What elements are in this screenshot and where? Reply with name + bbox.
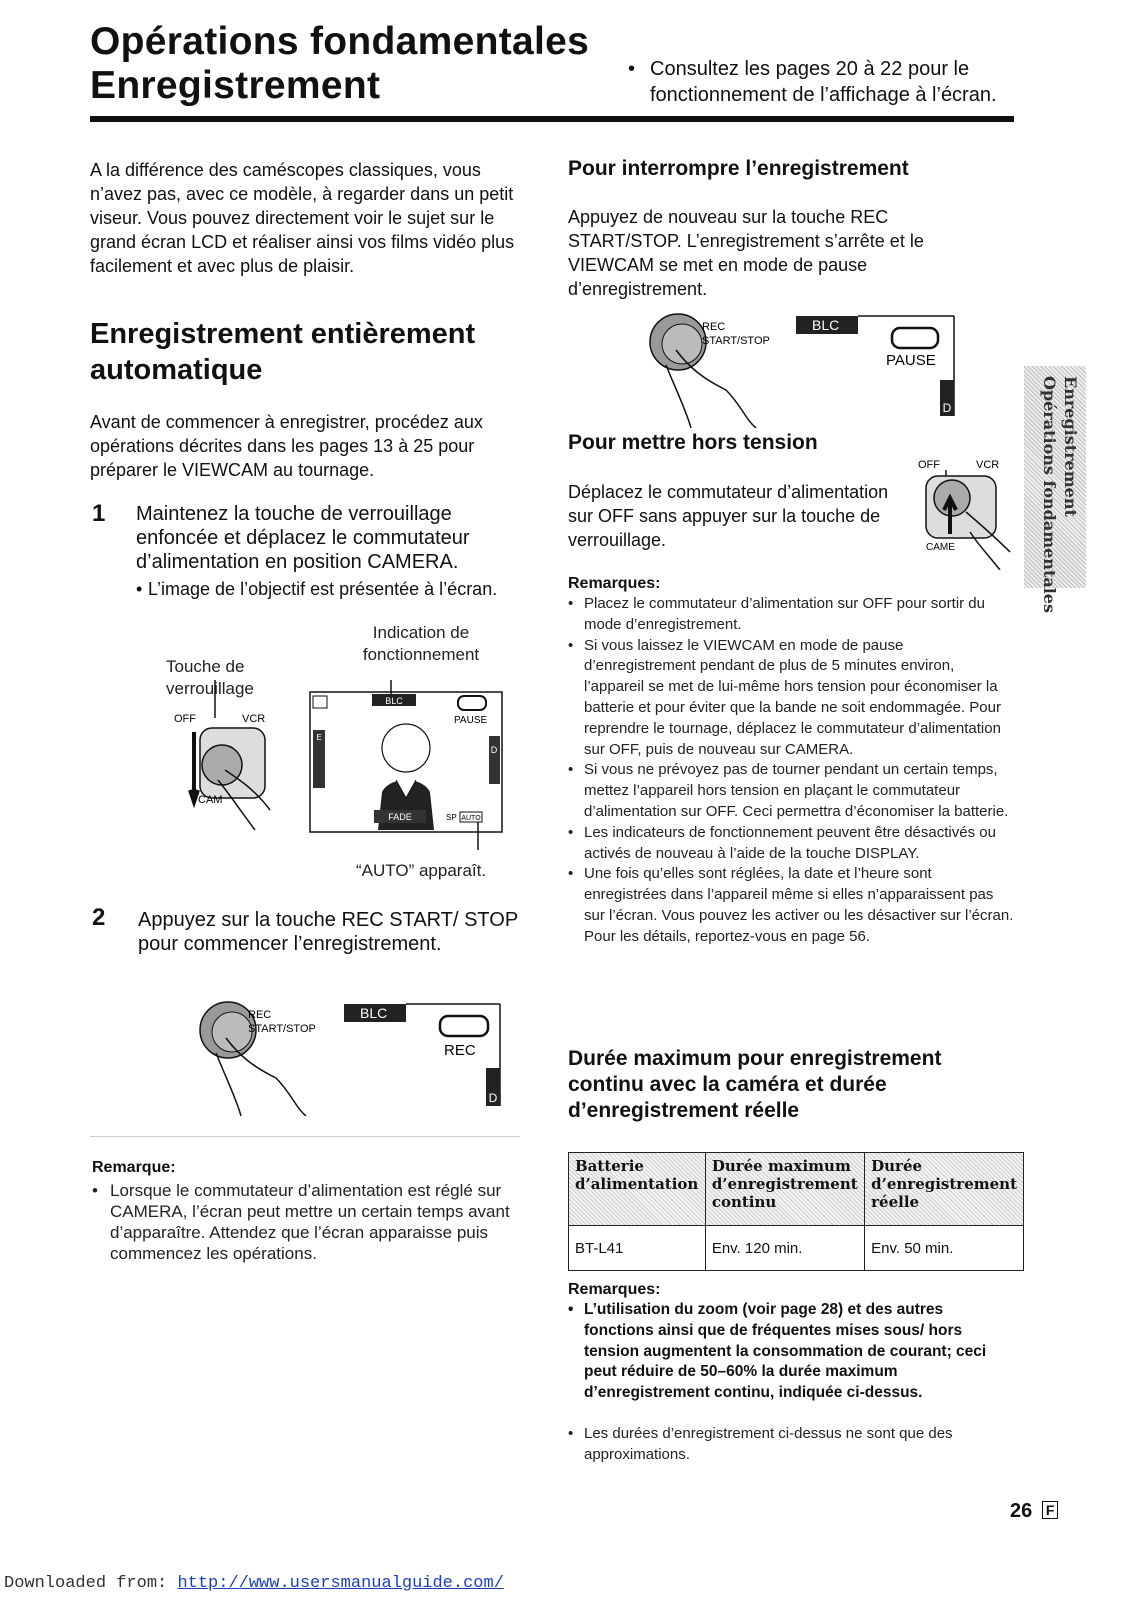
section-intro: Avant de commencer à enregistrer, procédez aux opérations décrites dans les pages 13 à 25 pour préparer le VIEWCAM au tournage. — [90, 412, 483, 480]
remarks-title: Remarques: — [568, 575, 661, 592]
figure-rec-pause — [646, 310, 962, 428]
remarks2-bold-list — [568, 1300, 1016, 1404]
fig2-mode: REC — [444, 1042, 476, 1059]
interrupt-text: Appuyez de nouveau sur la touche REC START/STOP. L’enregistrement s’arrête et le VIEWCAM se met en mode de pause d’enregistrement. — [568, 207, 924, 299]
fig3-d: D — [942, 401, 952, 415]
step2-text: Appuyez sur la touche REC START/ STOP pour commencer l’enregistrement. — [138, 909, 518, 955]
fig1-fade: FADE — [388, 812, 412, 822]
remark-item: • Si vous ne prévoyez pas de tourner pendant un certain temps, mettez l’appareil hors tension en plaçant le commutateur d’alimentation sur OFF. Ceci permettra d’économiser la batterie. — [568, 760, 1016, 822]
duration-title: Durée maximum pour enregistrement continu avec la caméra et durée d’enregistrement réelle — [568, 1047, 942, 1122]
figure-rec-start — [196, 998, 506, 1116]
figure-switch-off — [910, 452, 1020, 570]
fig1-cam: CAM — [198, 794, 223, 806]
table-cell: BT-L41 — [569, 1226, 706, 1271]
fig1-blc: BLC — [385, 696, 403, 706]
remark-item: • Si vous laissez le VIEWCAM en mode de pause d’enregistrement pendant de plus de 5 minutes environ, l’appareil se met de lui-même hors tension pour économiser la batterie et pour éviter que la bande ne soit endommagée. Pour reprendre le tournage, déplacez le commutateur d’alimentation sur OFF, puis de nouveau sur CAMERA. — [568, 636, 1016, 761]
remark-item: • Les indicateurs de fonctionnement peuvent être désactivés ou activés de nouveau à l’aide de la touche DISPLAY. — [568, 823, 1016, 865]
step1-text: Maintenez la touche de verrouillage enfoncée et déplacez le commutateur d’alimentation en position CAMERA. — [136, 503, 470, 573]
page-number: 26 F — [1010, 1500, 1058, 1523]
download-link[interactable]: http://www.usersmanualguide.com/ — [177, 1574, 504, 1593]
remark-item: • Une fois qu’elles sont réglées, la date et l’heure sont enregistrées dans l’appareil même si elles n’apparaissent pas sur l’écran. Vous pouvez les activer ou les désactiver sur l’écran. Pour les détails, reportez-vous en page 56. — [568, 864, 1016, 947]
fig1-caption: “AUTO” apparaît. — [356, 861, 487, 880]
fig1-vcr: VCR — [242, 713, 266, 725]
section-title-auto: Enregistrement entièrement automatique — [90, 318, 476, 386]
table-cell: Env. 120 min. — [705, 1226, 864, 1271]
step1-number: 1 — [92, 500, 106, 527]
remark-item: • Placez le commutateur d’alimentation sur OFF pour sortir du mode d’enregistrement. — [568, 594, 1016, 636]
fig2-rec: REC — [248, 1009, 272, 1021]
fig3-mode: PAUSE — [886, 352, 936, 369]
figure-power-switch-screen — [160, 680, 520, 850]
remark-item: • Les durées d’enregistrement ci-dessus ne sont que des approximations. — [568, 1424, 1016, 1466]
table-header-row — [569, 1153, 1024, 1226]
interrupt-title: Pour interrompre l’enregistrement — [568, 157, 909, 180]
fig2-blc: BLC — [360, 1005, 388, 1021]
remark-item: • L’utilisation du zoom (voir page 28) et des autres fonctions ainsi que de fréquentes mises sous/ hors tension augmentent la consommation de courant; ceci peut réduire de 50–60% la durée maximum d’enregistrement continu, indiquée ci-dessus. — [568, 1300, 1016, 1404]
table-header: Batterie d’alimentation — [569, 1153, 706, 1226]
fig2-d: D — [488, 1091, 498, 1105]
download-footer: Downloaded from: http://www.usersmanualguide.com/ — [4, 1574, 504, 1593]
off-text: Déplacez le commutateur d’alimentation sur OFF sans appuyer sur la touche de verrouillage. — [568, 482, 889, 550]
title-line1: Opérations fondamentales — [90, 20, 590, 63]
remark-text: • Lorsque le commutateur d’alimentation est réglé sur CAMERA, l’écran peut mettre un certain temps avant d’apparaître. Attendez que l’écran apparaisse puis commencez les opérations. — [92, 1181, 510, 1263]
header-rule — [90, 116, 1014, 122]
fig2-startstop: START/STOP — [248, 1023, 316, 1035]
side-tab-line2: Enregistrement — [1061, 376, 1080, 517]
step2-number: 2 — [92, 904, 106, 931]
label-touche: Touche de verrouillage — [166, 657, 254, 698]
fig1-pause: PAUSE — [454, 715, 488, 726]
remarks2-list — [568, 1424, 1016, 1466]
fig3-blc: BLC — [812, 317, 840, 333]
table-cell: Env. 50 min. — [865, 1226, 1024, 1271]
fig3-startstop: START/STOP — [702, 335, 770, 347]
fig4-vcr: VCR — [976, 459, 1000, 471]
fig4-off: OFF — [918, 459, 940, 471]
table-header: Durée maximum d’enregistrement continu — [705, 1153, 864, 1226]
intro-paragraph: A la différence des caméscopes classiques, vous n’avez pas, avec ce modèle, à regarder dans un petit viseur. Vous pouvez directement voir le sujet sur le grand écran LCD et réaliser ainsi vos films vidéo plus facilement et avec plus de plaisir. — [90, 160, 515, 276]
side-tab-line1: Opérations fondamentales — [1040, 376, 1059, 613]
fig1-sp: SP — [446, 813, 457, 822]
table-header: Durée d’enregistrement réelle — [865, 1153, 1024, 1226]
off-title: Pour mettre hors tension — [568, 431, 818, 454]
divider — [90, 1136, 520, 1137]
remarks-list — [568, 594, 1016, 948]
remark-title: Remarque: — [92, 1159, 176, 1176]
fig1-extend: E — [316, 733, 322, 742]
fig3-rec: REC — [702, 321, 726, 333]
language-badge: F — [1042, 1501, 1059, 1519]
page-title — [90, 20, 589, 108]
step1-sub: • L’image de l’objectif est présentée à l’écran. — [136, 579, 498, 599]
fig1-dis: D — [490, 745, 498, 755]
duration-table — [568, 1152, 1024, 1271]
header-note: • Consultez les pages 20 à 22 pour le fonctionnement de l’affichage à l’écran. — [628, 58, 997, 106]
side-tab — [1024, 366, 1086, 613]
fig1-off: OFF — [174, 713, 196, 725]
label-indication: Indication de fonctionnement — [362, 623, 480, 664]
fig4-cam: CAME — [926, 542, 955, 553]
title-line2: Enregistrement — [90, 64, 381, 107]
table-row — [569, 1226, 1024, 1271]
remarks2-title: Remarques: — [568, 1281, 661, 1298]
fig1-auto: AUTO — [461, 815, 481, 822]
